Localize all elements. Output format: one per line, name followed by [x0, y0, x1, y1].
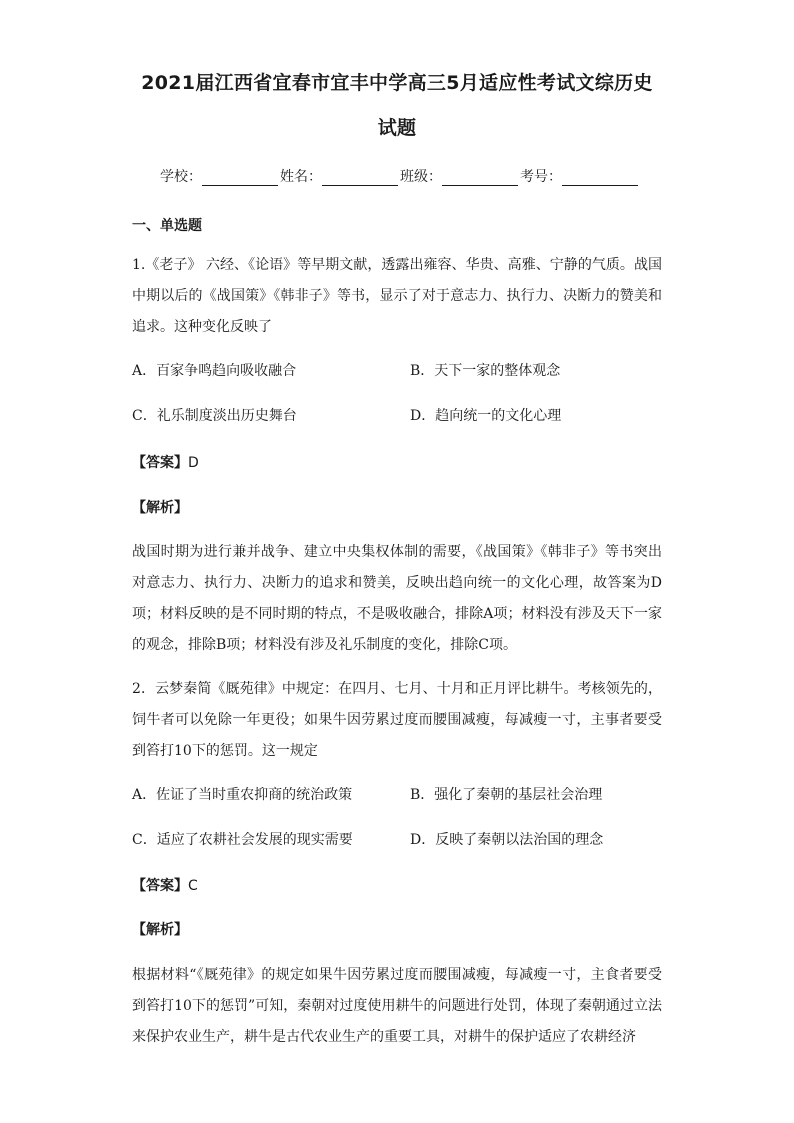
- answer-value: C: [188, 878, 198, 894]
- question-2-option-b: B．强化了秦朝的基层社会治理: [410, 787, 603, 803]
- question-2-option-a: A．佐证了当时重农抑商的统治政策: [132, 787, 353, 803]
- question-1-option-a: A．百家争鸣趋向吸收融合: [132, 363, 297, 379]
- question-1-option-d: D．趋向统一的文化心理: [410, 408, 562, 424]
- question-1-stem: 1.《老子》 六经、《论语》等早期文献，透露出雍容、华贵、高雅、宁静的气质。战国中期以后的《战国策》《韩非子》等书，显示了对于意志力、执行力、决断力的赞美和追求。这种变化反映了: [132, 257, 662, 335]
- student-info-row: [160, 166, 640, 186]
- question-2-option-c: C．适应了农耕社会发展的现实需要: [132, 832, 353, 848]
- question-1-option-c: C．礼乐制度淡出历史舞台: [132, 408, 297, 424]
- question-1-analysis-label: 【解析】: [132, 500, 188, 516]
- question-2-analysis-label: 【解析】: [132, 922, 188, 938]
- answer-label: 【答案】: [132, 455, 188, 471]
- document-title-line-1: 2021届江西省宜春市宜丰中学高三5月适应性考试文综历史: [141, 72, 653, 94]
- number-field: [520, 166, 640, 186]
- number-label: 考号：: [520, 169, 562, 185]
- question-1-answer: [132, 452, 199, 472]
- class-field: [400, 166, 520, 186]
- question-1-analysis: 战国时期为进行兼并战争、建立中央集权体制的需要，《战国策》《韩非子》等书突出对意志力、执行力、决断力的追求和赞美，反映出趋向统一的文化心理，故答案为D项；材料反映的是不同时期的特点，不是吸收融合，排除A项；材料没有涉及天下一家的观念，排除B项；材料没有涉及礼乐制度的变化，排除C项。: [132, 544, 662, 653]
- section-heading: 一、单选题: [132, 218, 202, 234]
- question-2-option-d: D．反映了秦朝以法治国的理念: [410, 832, 604, 848]
- question-2-answer: [132, 875, 198, 895]
- class-label: 班级：: [400, 169, 442, 185]
- document-title-line-2: 试题: [377, 117, 417, 139]
- answer-label: 【答案】: [132, 878, 188, 894]
- question-1-option-b: B．天下一家的整体观念: [410, 363, 561, 379]
- school-label: 学校：: [160, 169, 202, 185]
- school-field: [160, 166, 280, 186]
- question-2-analysis: 根据材料“《厩苑律》的规定如果牛因劳累过度而腰围减瘦，每减瘦一寸，主食者要受到笞打10下的惩罚”可知，秦朝对过度使用耕牛的问题进行处罚，体现了秦朝通过立法来保护农业生产，耕牛是古代农业生产的重要工具，对耕牛的保护适应了农耕经济: [132, 967, 662, 1045]
- answer-value: D: [188, 455, 199, 471]
- class-blank: [442, 169, 518, 186]
- name-blank: [322, 169, 398, 186]
- number-blank: [562, 169, 638, 186]
- school-blank: [202, 169, 278, 186]
- question-2-stem: 2．云梦秦简《厩苑律》中规定：在四月、七月、十月和正月评比耕牛。考核领先的，饲牛者可以免除一年更役；如果牛因劳累过度而腰围减瘦，每减瘦一寸，主事者要受到笞打10下的惩罚。这一规定: [132, 681, 662, 759]
- name-label: 姓名：: [280, 169, 322, 185]
- name-field: [280, 166, 400, 186]
